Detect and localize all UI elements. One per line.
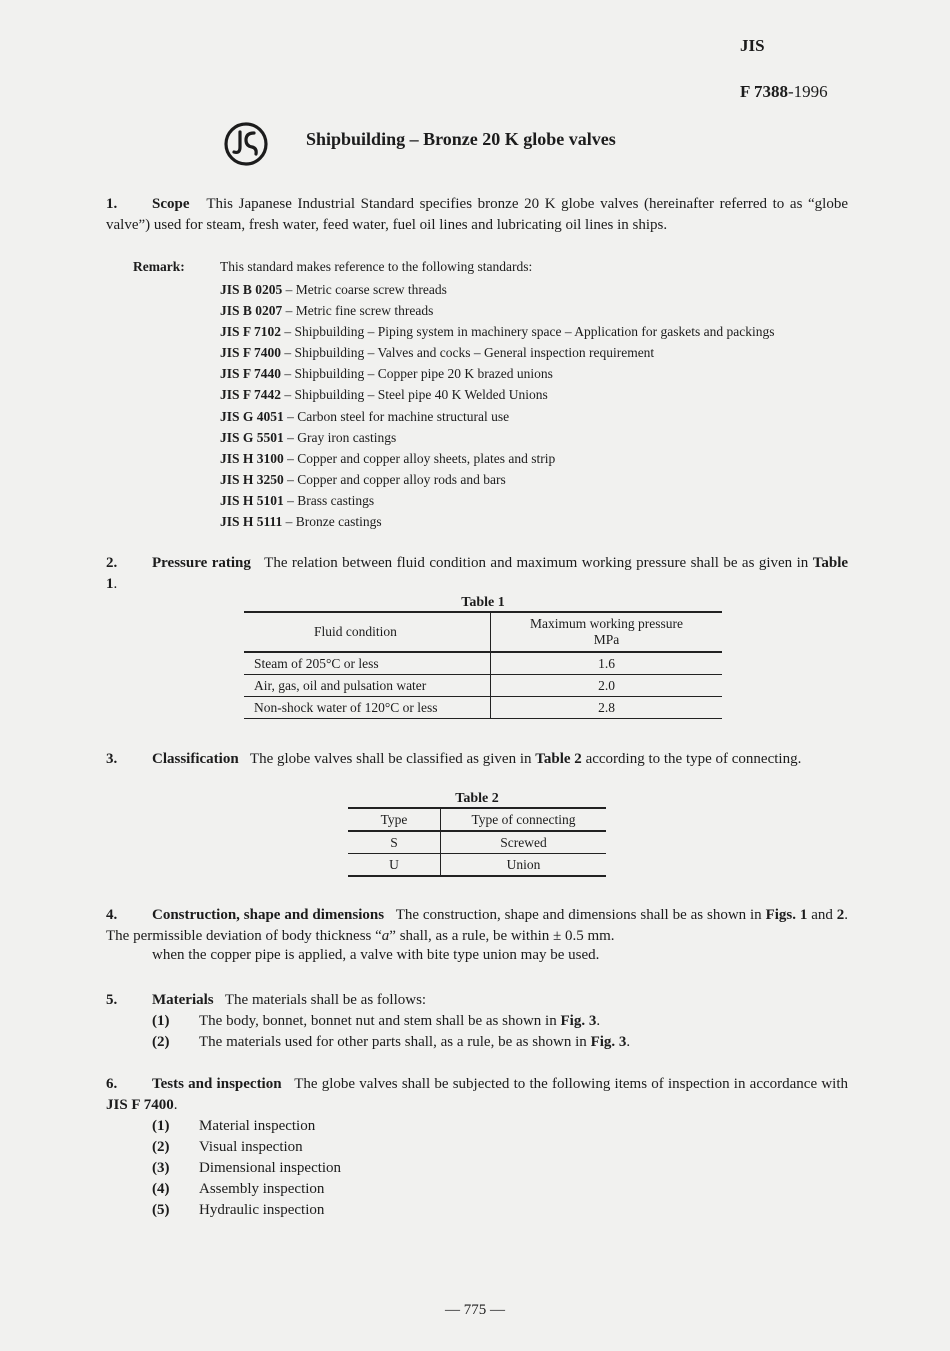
section-heading: Pressure rating: [152, 555, 251, 571]
reference-title: Bronze castings: [295, 514, 382, 530]
variable: a: [381, 928, 390, 944]
reference-item: [220, 384, 774, 405]
table-row: [348, 831, 606, 854]
conjunction: and: [811, 907, 833, 923]
reference-code: JIS G 4051: [220, 408, 284, 424]
section-heading: Scope: [152, 196, 190, 212]
table-row: [244, 697, 722, 719]
reference-code: JIS F 7440: [220, 366, 282, 382]
item-text: The materials used for other parts shall, as a rule, be as shown in: [199, 1034, 587, 1050]
section-text: The globe valves shall be classified as given in: [249, 751, 532, 767]
fluid-condition-cell: Steam of 205°C or less: [244, 652, 491, 675]
item-number: (5): [152, 1202, 170, 1218]
section-5-materials: [106, 990, 630, 1053]
page-title: Shipbuilding – Bronze 20 K globe valves: [306, 129, 616, 149]
header-type-of-connecting: Type of connecting: [441, 808, 607, 831]
reference-title: Carbon steel for machine structural use: [297, 408, 510, 424]
section-text: . The permissible deviation of body thickness “: [106, 907, 849, 944]
reference-item: [220, 406, 774, 427]
list-item: [106, 1011, 630, 1032]
item-text: Hydraulic inspection: [199, 1202, 325, 1218]
reference-item: [220, 511, 774, 532]
table-reference: Table 1: [106, 555, 849, 592]
reference-title: Copper and copper alloy rods and bars: [297, 471, 506, 487]
section-number: 4.: [106, 907, 118, 923]
figure-reference: Fig. 3: [560, 1013, 597, 1029]
reference-title: Shipbuilding – Piping system in machinery space – Application for gaskets and packings: [294, 324, 775, 340]
table-caption: Table 1: [461, 595, 505, 610]
item-number: (2): [152, 1139, 170, 1155]
reference-code: JIS F 7442: [220, 387, 282, 403]
section-2-pressure-rating: [106, 553, 848, 595]
reference-separator: –: [283, 450, 298, 466]
section-3-classification: [106, 749, 848, 770]
pressure-table: [244, 611, 722, 719]
item-number: (1): [152, 1013, 170, 1029]
item-number: (4): [152, 1181, 170, 1197]
list-item: [152, 1158, 341, 1179]
connecting-cell: Union: [441, 854, 607, 877]
reference-item: [220, 490, 774, 511]
reference-code: JIS H 3250: [220, 471, 284, 487]
reference-code: JIS B 0207: [220, 303, 283, 319]
reference-code: JIS H 3100: [220, 450, 284, 466]
item-text: Material inspection: [199, 1118, 316, 1134]
reference-item: [220, 448, 774, 469]
reference-title: Shipbuilding – Copper pipe 20 K brazed unions: [294, 366, 553, 382]
reference-title: Brass castings: [297, 492, 375, 508]
pressure-cell: 2.0: [491, 675, 723, 697]
punctuation: .: [596, 1013, 601, 1029]
reference-separator: –: [282, 303, 296, 319]
section-heading: Materials: [152, 992, 214, 1008]
document-number: [740, 82, 828, 102]
item-number: (3): [152, 1160, 170, 1176]
reference-title: Metric coarse screw threads: [295, 282, 447, 297]
classification-table: [348, 807, 606, 877]
reference-code: JIS H 5101: [220, 492, 284, 508]
section-text-end: according to the type of connecting.: [585, 751, 802, 767]
reference-code: JIS H 5111: [220, 514, 283, 530]
table-1: [244, 595, 722, 719]
item-number: (1): [152, 1118, 170, 1134]
section-text: The construction, shape and dimensions shall be as shown in: [395, 907, 762, 923]
reference-separator: –: [283, 492, 298, 508]
table-header-row: [348, 808, 606, 831]
reference-item: [220, 427, 774, 448]
remark-label: Remark:: [133, 259, 185, 274]
reference-code: JIS B 0205: [220, 282, 283, 297]
section-text: The relation between fluid condition and maximum working pressure shall be as given in: [264, 555, 809, 571]
reference-separator: –: [283, 471, 298, 487]
reference-title: Shipbuilding – Valves and cocks – General inspection requirement: [294, 345, 655, 361]
inspection-list: [152, 1116, 341, 1221]
reference-separator: –: [283, 408, 298, 424]
section-number: 1.: [106, 196, 118, 212]
punctuation: .: [173, 1097, 178, 1113]
section-heading: Construction, shape and dimensions: [152, 907, 385, 923]
figure-reference: Figs. 1: [765, 907, 808, 923]
item-text: The body, bonnet, bonnet nut and stem shall be as shown in: [199, 1013, 557, 1029]
reference-separator: –: [281, 366, 295, 382]
reference-separator: –: [283, 429, 298, 445]
reference-separator: –: [281, 324, 295, 340]
jis-mark-icon: [223, 121, 269, 167]
header-unit: MPa: [593, 632, 620, 647]
section-1-scope: [106, 194, 848, 236]
section-number: 6.: [106, 1076, 118, 1092]
table-row: [348, 854, 606, 877]
punctuation: .: [626, 1034, 631, 1050]
reference-title: Shipbuilding – Steel pipe 40 K Welded Unions: [294, 387, 548, 403]
section-number: 5.: [106, 992, 118, 1008]
reference-item: [220, 342, 774, 363]
reference-item: [220, 469, 774, 490]
section-heading: Classification: [152, 751, 239, 767]
list-item: [152, 1137, 341, 1158]
item-text: Visual inspection: [199, 1139, 303, 1155]
reference-separator: –: [281, 345, 295, 361]
remark-text: This standard makes reference to the following standards:: [220, 259, 533, 274]
item-text: Assembly inspection: [199, 1181, 325, 1197]
section-number: 2.: [106, 555, 118, 571]
section-text: ” shall, as a rule, be within ± 0.5 mm.: [389, 928, 615, 944]
connecting-cell: Screwed: [441, 831, 607, 854]
pressure-cell: 1.6: [491, 652, 723, 675]
reference-title: Gray iron castings: [297, 429, 397, 445]
item-text: Dimensional inspection: [199, 1160, 342, 1176]
type-cell: U: [348, 854, 441, 877]
reference-separator: –: [282, 282, 296, 297]
standard-reference: JIS F 7400: [106, 1097, 174, 1113]
figure-reference: Fig. 3: [590, 1034, 627, 1050]
fluid-condition-cell: Non-shock water of 120°C or less: [244, 697, 491, 719]
figure-reference: 2: [836, 907, 845, 923]
type-cell: S: [348, 831, 441, 854]
list-item: [152, 1200, 341, 1221]
reference-code: JIS F 7102: [220, 324, 282, 340]
header-max-pressure: [491, 612, 723, 652]
reference-item: [220, 363, 774, 384]
reference-list: [220, 279, 774, 532]
section-number: 3.: [106, 751, 118, 767]
header-org: JIS: [740, 36, 765, 55]
fluid-condition-cell: Air, gas, oil and pulsation water: [244, 675, 491, 697]
table-caption: Table 2: [455, 791, 499, 806]
section-text: This Japanese Industrial Standard specifies bronze 20 K globe valves (hereinafter referred to as “globe valve”) used for steam, fresh water, feed water, fuel oil lines and lubricating oil lines in ships.: [106, 196, 849, 233]
list-item: [106, 1032, 630, 1053]
reference-item: [220, 279, 774, 300]
section-text: The globe valves shall be subjected to the following items of inspection in accordance with: [294, 1076, 849, 1092]
list-item: [152, 1116, 341, 1137]
table-header-row: [244, 612, 722, 652]
section-heading: Tests and inspection: [152, 1076, 282, 1092]
section-6-tests: [106, 1074, 848, 1116]
doc-year: -1996: [788, 82, 828, 101]
section-4-note: when the copper pipe is applied, a valve with bite type union may be used.: [152, 947, 600, 963]
section-text: The materials shall be as follows:: [224, 992, 427, 1008]
header-max-pressure-label: Maximum working pressure: [530, 616, 683, 631]
reference-separator: –: [282, 514, 296, 530]
header-fluid-condition: Fluid condition: [244, 612, 491, 652]
reference-item: [220, 300, 774, 321]
table-row: [244, 652, 722, 675]
reference-item: [220, 321, 774, 342]
punctuation: .: [113, 576, 118, 592]
list-item: [152, 1179, 341, 1200]
pressure-cell: 2.8: [491, 697, 723, 719]
reference-title: Metric fine screw threads: [295, 303, 434, 319]
reference-title: Copper and copper alloy sheets, plates and strip: [297, 450, 556, 466]
reference-separator: –: [281, 387, 295, 403]
table-2: [348, 791, 606, 877]
page-number: — 775 —: [445, 1302, 505, 1318]
reference-code: JIS G 5501: [220, 429, 284, 445]
table-row: [244, 675, 722, 697]
item-number: (2): [152, 1034, 170, 1050]
section-4-construction: [106, 905, 848, 947]
doc-code: F 7388: [740, 82, 789, 101]
header-type: Type: [348, 808, 441, 831]
reference-code: JIS F 7400: [220, 345, 282, 361]
table-reference: Table 2: [535, 751, 582, 767]
